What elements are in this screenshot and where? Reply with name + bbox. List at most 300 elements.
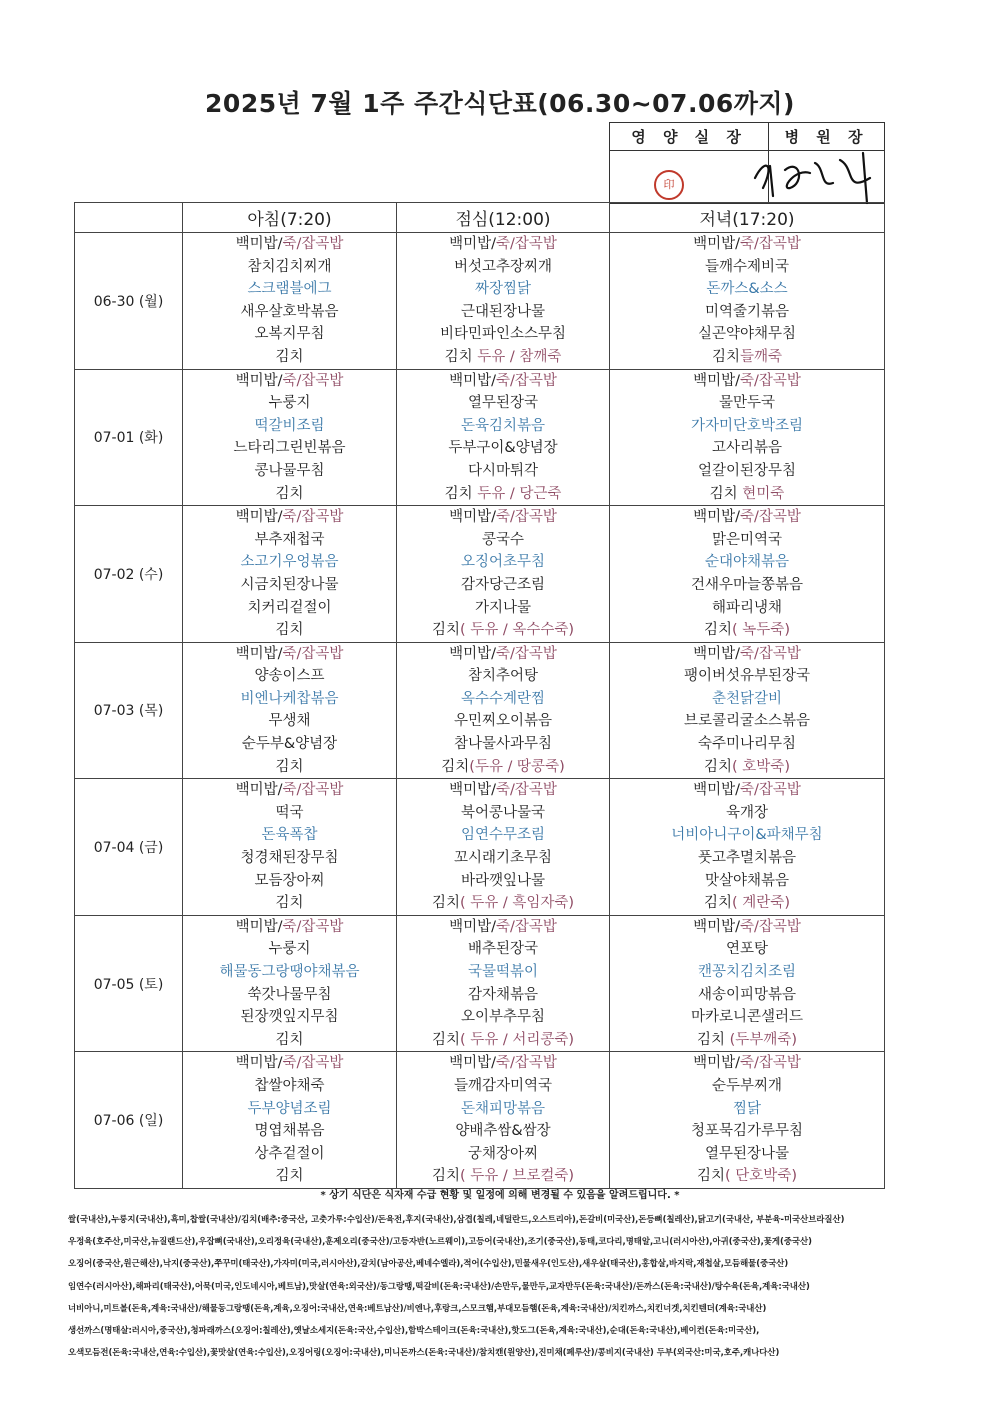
main-dish (397, 824, 609, 847)
menu-item (183, 870, 396, 893)
rice-line (610, 643, 884, 666)
rice-base: 백미밥/ (449, 509, 496, 526)
rice-base: 백미밥/ (449, 782, 496, 799)
rice-line (610, 916, 884, 939)
rice-alt: 죽/잡곡밥 (282, 782, 344, 799)
menu-item-text: 오복지무침 (254, 326, 325, 343)
menu-item (397, 392, 609, 415)
menu-item (397, 529, 609, 552)
meal-cell-dinner (610, 915, 885, 1052)
rice-base: 백미밥/ (235, 509, 283, 526)
menu-item (183, 938, 396, 961)
menu-item-text: 부추재첩국 (254, 531, 325, 548)
rice-line (397, 370, 609, 393)
menu-item (610, 346, 884, 369)
menu-item (183, 437, 396, 460)
rice-base: 백미밥/ (449, 236, 496, 252)
menu-item (610, 301, 884, 324)
meal-cell-lunch (397, 779, 610, 916)
meal-cell-breakfast (183, 779, 397, 916)
menu-item (183, 574, 396, 597)
approval-director-label: 병 원 장 (769, 123, 885, 151)
menu-item-text: 우민찌오이볶음 (453, 713, 553, 730)
menu-item-text: 오이부추무침 (460, 1009, 546, 1026)
porridge-option: 두유 / 당근죽 (477, 485, 562, 502)
rice-alt: 죽/잡곡밥 (739, 782, 801, 799)
menu-item-text: 김치 (709, 485, 743, 502)
day-date: 07-02 (수) (75, 506, 183, 643)
rice-line (397, 506, 609, 529)
menu-item (183, 984, 396, 1007)
menu-item (183, 1165, 396, 1188)
day-row (75, 642, 885, 779)
menu-item-text: 콩나물무침 (254, 462, 325, 479)
menu-item-text: 김치 (275, 1168, 304, 1185)
main-dish (183, 824, 396, 847)
menu-item (183, 392, 396, 415)
day-row (75, 233, 885, 370)
porridge-option: ( 두유 / 옥수수죽) (459, 622, 575, 639)
main-dish (397, 688, 609, 711)
rice-alt: 죽/잡곡밥 (495, 509, 557, 526)
header-lunch: 점심(12:00) (397, 203, 610, 233)
meal-cell-dinner (610, 369, 885, 506)
rice-line (610, 506, 884, 529)
menu-item (610, 802, 884, 825)
menu-item (610, 984, 884, 1007)
menu-item-text: 김치 (431, 895, 460, 912)
menu-item (183, 756, 396, 779)
menu-header-row (75, 203, 885, 233)
menu-item (610, 574, 884, 597)
menu-item (610, 256, 884, 279)
main-dish (397, 961, 609, 984)
menu-item-text: 다시마튀각 (467, 462, 539, 479)
menu-item-text: 순두부찌개 (711, 1077, 783, 1094)
meal-cell-lunch (397, 369, 610, 506)
main-dish (397, 415, 609, 438)
menu-item-text: 김치 (704, 895, 733, 912)
menu-item (610, 938, 884, 961)
rice-alt: 죽/잡곡밥 (282, 236, 344, 252)
menu-item (610, 437, 884, 460)
menu-item-text: 치커리겉절이 (247, 599, 332, 616)
main-dish (183, 551, 396, 574)
rice-line (397, 643, 609, 666)
meal-cell-lunch (397, 1052, 610, 1189)
menu-item-text: 스크램블에그 (247, 281, 332, 298)
meal-cell-lunch (397, 506, 610, 643)
main-dish (397, 278, 609, 301)
rice-alt: 죽/잡곡밥 (739, 918, 801, 935)
change-notice: * 상기 식단은 식자재 수급 현황 및 일정에 의해 변경될 수 있음을 알려드립니다. * (320, 1190, 680, 1201)
page-title: 2025년 7월 1주 주간식단표(06.30~07.06까지) (205, 89, 795, 118)
rice-line (397, 233, 609, 256)
menu-item (397, 301, 609, 324)
rice-alt: 죽/잡곡밥 (739, 509, 801, 526)
menu-item (183, 665, 396, 688)
menu-item (397, 483, 609, 506)
rice-alt: 죽/잡곡밥 (495, 645, 557, 662)
porridge-option: (두유 / 땅콩죽) (469, 758, 565, 775)
menu-item-text: 감자채볶음 (467, 986, 539, 1003)
rice-base: 백미밥/ (693, 236, 740, 252)
rice-alt: 죽/잡곡밥 (739, 1055, 801, 1072)
header-dinner: 저녁(17:20) (610, 203, 885, 233)
menu-item (397, 1165, 609, 1188)
origin-line: 생선까스(명태살:러시아,중국산),청파래까스(오징어:칠레산),옛날소세지(돈육:국산,수입산),함박스테이크(돈육:국내산),핫도그(돈육,계육:국내산),순대(돈육:국내산),베이컨(돈육:미국산), (68, 1325, 760, 1336)
menu-item-text: 누룽지 (268, 395, 311, 412)
meal-cell-lunch (397, 642, 610, 779)
menu-item-text: 양배추쌈&쌈장 (455, 1123, 551, 1140)
menu-item (610, 1029, 884, 1052)
menu-item-text: 새송이피망볶음 (697, 986, 797, 1003)
origin-line: 너비아니,미트볼(돈육,계육:국내산)/해물동그랑땡(돈육,계육,오징어:국내산,연육:베트남산)/비엔나,후랑크,스모크햄,부대모듬햄(돈육,계육:국내산)/치킨까스,치킨너겟,치킨텐더(계육:국내산) (68, 1302, 767, 1313)
menu-item-text: 감자당근조림 (460, 576, 546, 593)
menu-item-text: 짜장찜닭 (474, 281, 532, 298)
menu-item (397, 1120, 609, 1143)
menu-item (183, 1075, 396, 1098)
day-row (75, 915, 885, 1052)
menu-item-text: 숙주미나리무침 (697, 736, 797, 753)
menu-item (397, 574, 609, 597)
menu-item (610, 756, 884, 779)
menu-item-text: 참치추어탕 (467, 668, 539, 685)
rice-alt: 죽/잡곡밥 (739, 236, 801, 252)
origin-line: 쌀(국내산),누룽지(국내산),흑미,찹쌀(국내산)/김치(배추:중국산, 고춧가루:수입산)/돈육전,후지(국내산),삼겹(칠레,네덜란드,오스트리아),돈갈비(미국산),돈등뼈(칠레산),닭고기(국내산, 부분육-미국산브라질산) (68, 1214, 845, 1224)
menu-item-text: 순두부&양념장 (241, 736, 338, 753)
menu-item (183, 733, 396, 756)
menu-item (610, 1165, 884, 1188)
origin-line: 오색모듬전(돈육:국내산,연육:수입산),꽃맛살(연육:수입산),오징어링(오징어:국내산),미니돈까스(돈육:국내산)/참치캔(원양산),진미채(페루산)/콩비지(국내산) 두부(외국산:미국,호주,캐나다산) (68, 1347, 780, 1358)
menu-item (183, 619, 396, 642)
rice-line (183, 233, 396, 256)
menu-item-text: 풋고추멸치볶음 (697, 850, 797, 867)
menu-item-text: 너비아니구이&파채무침 (671, 827, 823, 844)
menu-item-text: 청포묵김가루무침 (690, 1123, 804, 1140)
main-dish (610, 278, 884, 301)
rice-base: 백미밥/ (693, 372, 740, 389)
rice-line (183, 643, 396, 666)
menu-item-text: 순대야채볶음 (704, 554, 790, 571)
rice-alt: 죽/잡곡밥 (495, 372, 557, 389)
meal-cell-breakfast (183, 642, 397, 779)
menu-item-text: 팽이버섯유부된장국 (683, 668, 811, 685)
menu-item (397, 892, 609, 915)
menu-item-text: 참치김치찌개 (247, 258, 332, 275)
approval-dietitian-label: 영 양 실 장 (610, 123, 769, 151)
porridge-option: 들깨죽 (739, 348, 783, 365)
menu-item-text: 브로콜리굴소스볶음 (683, 713, 811, 730)
menu-item-text: 비엔나케찹볶음 (240, 690, 339, 707)
origin-line: 임연수(러시아산),해파리(태국산),어묵(미국,인도네시아,베트남),맛살(연육:외국산)/동그랑땡,떡갈비(돈육:국내산)/손만두,물만두,교자만두(돈육:국내산)/돈까스(돈육:국내산)/탕수육(돈육,계육:국내산) (68, 1280, 810, 1291)
menu-item-text: 누룽지 (268, 941, 311, 958)
menu-item (397, 802, 609, 825)
menu-item-text: 새우살호박볶음 (240, 303, 339, 320)
menu-item-text: 김치 (704, 758, 733, 775)
menu-item-text: 캔꽁치김치조림 (697, 964, 797, 980)
rice-base: 백미밥/ (235, 918, 283, 935)
menu-item-text: 김치 (275, 348, 304, 365)
menu-item-text: 마카로니콘샐러드 (690, 1009, 804, 1026)
menu-item-text: 비타민파인소스무침 (439, 326, 567, 343)
rice-alt: 죽/잡곡밥 (495, 918, 557, 935)
menu-item-text: 맑은미역국 (711, 531, 783, 548)
menu-item-text: 실곤약야채무침 (697, 326, 797, 343)
menu-item-text: 물만두국 (718, 395, 776, 412)
rice-line (183, 506, 396, 529)
rice-line (610, 779, 884, 802)
day-row (75, 779, 885, 916)
rice-base: 백미밥/ (235, 645, 283, 662)
origin-line: 우정육(호주산,미국산,뉴질랜드산),우잡뼈(국내산),오리정육(국내산),훈제오리(중국산)/고등자반(노르웨이),고등어(국내산),조기(중국산),동태,코다리,명태알,고니(러시아산),아귀(중국산),꽃게(중국산) (68, 1236, 812, 1247)
menu-item (397, 665, 609, 688)
menu-item-text: 연포탕 (725, 941, 769, 958)
menu-item (183, 1029, 396, 1052)
menu-item (610, 733, 884, 756)
rice-line (397, 1052, 609, 1075)
menu-item (610, 1006, 884, 1029)
porridge-option: ( 호박죽) (732, 758, 790, 775)
menu-item-text: 해파리냉채 (711, 599, 783, 616)
menu-item-text: 돈까스&소스 (706, 281, 788, 298)
menu-item-text: 돈육폭찹 (261, 827, 318, 844)
menu-item (397, 323, 609, 346)
menu-item-text: 북어콩나물국 (460, 804, 546, 821)
meal-cell-breakfast (183, 1052, 397, 1189)
meal-cell-dinner (610, 233, 885, 370)
menu-item (610, 529, 884, 552)
menu-item (610, 597, 884, 620)
menu-item (183, 323, 396, 346)
menu-item-text: 가자미단호박조림 (690, 417, 804, 434)
menu-item-text: 두부구이&양념장 (448, 440, 558, 457)
menu-item (183, 847, 396, 870)
menu-item-text: 근대된장나물 (460, 303, 546, 320)
menu-item (397, 346, 609, 369)
menu-item (610, 847, 884, 870)
menu-item-text: 고사리볶음 (711, 440, 783, 457)
rice-base: 백미밥/ (235, 372, 283, 389)
menu-item-text: 두부양념조림 (247, 1100, 332, 1117)
meal-cell-dinner (610, 642, 885, 779)
menu-item (397, 597, 609, 620)
main-dish (183, 278, 396, 301)
rice-base: 백미밥/ (449, 645, 496, 662)
menu-item-text: 열무된장국 (467, 395, 539, 412)
menu-item-text: 콩국수 (481, 531, 525, 548)
main-dish (610, 1098, 884, 1121)
porridge-option: 현미죽 (742, 485, 785, 502)
menu-item-text: 참나물사과무침 (453, 736, 553, 753)
menu-item-text: 꼬시래기초무침 (453, 850, 553, 867)
menu-item (610, 1120, 884, 1143)
menu-item-text: 무생채 (268, 713, 311, 730)
rice-alt: 죽/잡곡밥 (739, 372, 801, 389)
menu-item-text: 열무된장나물 (704, 1145, 790, 1162)
menu-item (183, 1006, 396, 1029)
rice-alt: 죽/잡곡밥 (282, 1055, 344, 1072)
day-row (75, 506, 885, 643)
main-dish (610, 688, 884, 711)
rice-alt: 죽/잡곡밥 (495, 782, 557, 799)
menu-item-text: 춘천닭갈비 (711, 690, 783, 707)
menu-item-text: 시금치된장나물 (240, 576, 339, 593)
menu-item (397, 847, 609, 870)
day-row (75, 369, 885, 506)
rice-base: 백미밥/ (235, 236, 283, 252)
porridge-option: ( 계란죽) (732, 895, 790, 912)
menu-item (397, 938, 609, 961)
menu-item (183, 483, 396, 506)
menu-item-text: 가지나물 (474, 599, 532, 616)
menu-item (397, 1143, 609, 1166)
main-dish (397, 551, 609, 574)
menu-item-text: 건새우마늘쫑볶음 (690, 576, 804, 593)
menu-item (610, 665, 884, 688)
header-breakfast: 아침(7:20) (183, 203, 397, 233)
rice-line (610, 1052, 884, 1075)
menu-item-text: 들깨감자미역국 (453, 1077, 553, 1094)
rice-line (610, 233, 884, 256)
rice-alt: 죽/잡곡밥 (282, 645, 344, 662)
porridge-option: ( 단호박죽) (725, 1168, 797, 1185)
menu-item-text: 맛살야채볶음 (704, 872, 790, 889)
menu-item-text: 모듬장아찌 (254, 872, 325, 889)
menu-item (397, 756, 609, 779)
day-date: 07-05 (토) (75, 915, 183, 1052)
menu-item-text: 들깨수제비국 (704, 258, 790, 275)
porridge-option: ( 두유 / 브로컬죽) (459, 1168, 575, 1185)
menu-item (397, 437, 609, 460)
menu-item-text: 상추겉절이 (254, 1145, 325, 1162)
rice-alt: 죽/잡곡밥 (282, 509, 344, 526)
handwritten-signature-icon (745, 148, 885, 208)
menu-item (397, 1075, 609, 1098)
main-dish (610, 824, 884, 847)
menu-item-text: 소고기우엉볶음 (240, 554, 339, 571)
rice-alt: 죽/잡곡밥 (495, 236, 557, 252)
menu-item (397, 460, 609, 483)
menu-item-text: 떡갈비조림 (254, 417, 325, 434)
menu-item (397, 1029, 609, 1052)
menu-item-text: 얼갈이된장무침 (697, 462, 797, 479)
meal-cell-dinner (610, 1052, 885, 1189)
rice-alt: 죽/잡곡밥 (495, 1055, 557, 1072)
day-date: 06-30 (월) (75, 233, 183, 370)
rice-base: 백미밥/ (693, 645, 740, 662)
rice-base: 백미밥/ (235, 782, 283, 799)
menu-item (397, 733, 609, 756)
menu-item-text: 느타리그린빈볶음 (233, 440, 346, 457)
menu-item (610, 892, 884, 915)
meal-cell-lunch (397, 915, 610, 1052)
menu-item-text: 김치 (441, 758, 470, 775)
menu-item-text: 된장깻잎지무침 (240, 1009, 339, 1026)
menu-item (610, 870, 884, 893)
day-row (75, 1052, 885, 1189)
menu-item (183, 460, 396, 483)
menu-item (183, 597, 396, 620)
menu-item (183, 710, 396, 733)
meal-cell-dinner (610, 506, 885, 643)
rice-alt: 죽/잡곡밥 (282, 372, 344, 389)
rice-base: 백미밥/ (449, 372, 496, 389)
menu-item-text: 버섯고추장찌개 (453, 258, 553, 275)
menu-item (397, 870, 609, 893)
rice-line (183, 779, 396, 802)
rice-base: 백미밥/ (235, 1055, 283, 1072)
rice-alt: 죽/잡곡밥 (739, 645, 801, 662)
menu-item-text: 명엽채볶음 (254, 1123, 325, 1140)
rice-base: 백미밥/ (693, 782, 740, 799)
rice-base: 백미밥/ (449, 1055, 496, 1072)
menu-item-text: 배추된장국 (467, 941, 539, 958)
main-dish (610, 415, 884, 438)
porridge-option: (두부깨죽) (729, 1031, 797, 1048)
weekly-menu-table (74, 202, 885, 1189)
menu-item (183, 301, 396, 324)
menu-item (610, 323, 884, 346)
day-date: 07-06 (일) (75, 1052, 183, 1189)
menu-item-text: 김치 (697, 1168, 726, 1185)
menu-item (183, 1120, 396, 1143)
menu-item-text: 국물떡볶이 (467, 964, 539, 980)
menu-item-text: 옥수수계란찜 (460, 690, 546, 707)
menu-item (610, 392, 884, 415)
origin-line: 오징어(중국산,원근해산),낙지(중국산),쭈꾸미(태국산),가자미(미국,러시아산),갈치(남아공산,베네수엘라),적어(수입산),민물새우(인도산),새우살(태국산),홍합살,바지락,재첩살,모듬해물(중국산) (68, 1258, 789, 1269)
main-dish (183, 415, 396, 438)
menu-item-text: 김치 (275, 622, 304, 639)
menu-item-text: 오징어초무침 (460, 554, 546, 571)
menu-item (610, 460, 884, 483)
menu-item-text: 육개장 (725, 804, 769, 821)
rice-line (610, 370, 884, 393)
rice-line (397, 916, 609, 939)
menu-item (397, 1006, 609, 1029)
menu-item (183, 346, 396, 369)
menu-item-text: 쑥갓나물무침 (247, 986, 332, 1003)
day-date: 07-03 (목) (75, 642, 183, 779)
menu-item-text: 김치 (275, 1031, 304, 1048)
meal-cell-breakfast (183, 369, 397, 506)
main-dish (183, 1098, 396, 1121)
menu-item-text: 김치 (431, 1031, 460, 1048)
menu-item-text: 돈육김치볶음 (460, 417, 546, 434)
main-dish (183, 961, 396, 984)
menu-item-text: 김치 (275, 758, 304, 775)
menu-item (183, 802, 396, 825)
porridge-option: ( 두유 / 서리콩죽) (459, 1031, 575, 1048)
header-day (75, 203, 183, 233)
menu-item (610, 483, 884, 506)
menu-item (610, 619, 884, 642)
menu-item (397, 710, 609, 733)
menu-item (183, 529, 396, 552)
porridge-option: ( 녹두죽) (732, 622, 790, 639)
rice-base: 백미밥/ (449, 918, 496, 935)
main-dish (397, 1098, 609, 1121)
menu-item-text: 궁채장아찌 (467, 1145, 539, 1162)
rice-line (397, 779, 609, 802)
menu-item-text: 양송이스프 (254, 668, 325, 685)
menu-item-text: 김치 (275, 895, 304, 912)
menu-item-text: 김치 (275, 485, 304, 502)
menu-item-text: 임연수무조림 (460, 827, 546, 844)
day-date: 07-04 (금) (75, 779, 183, 916)
main-dish (610, 961, 884, 984)
menu-item-text: 김치 (444, 485, 478, 502)
